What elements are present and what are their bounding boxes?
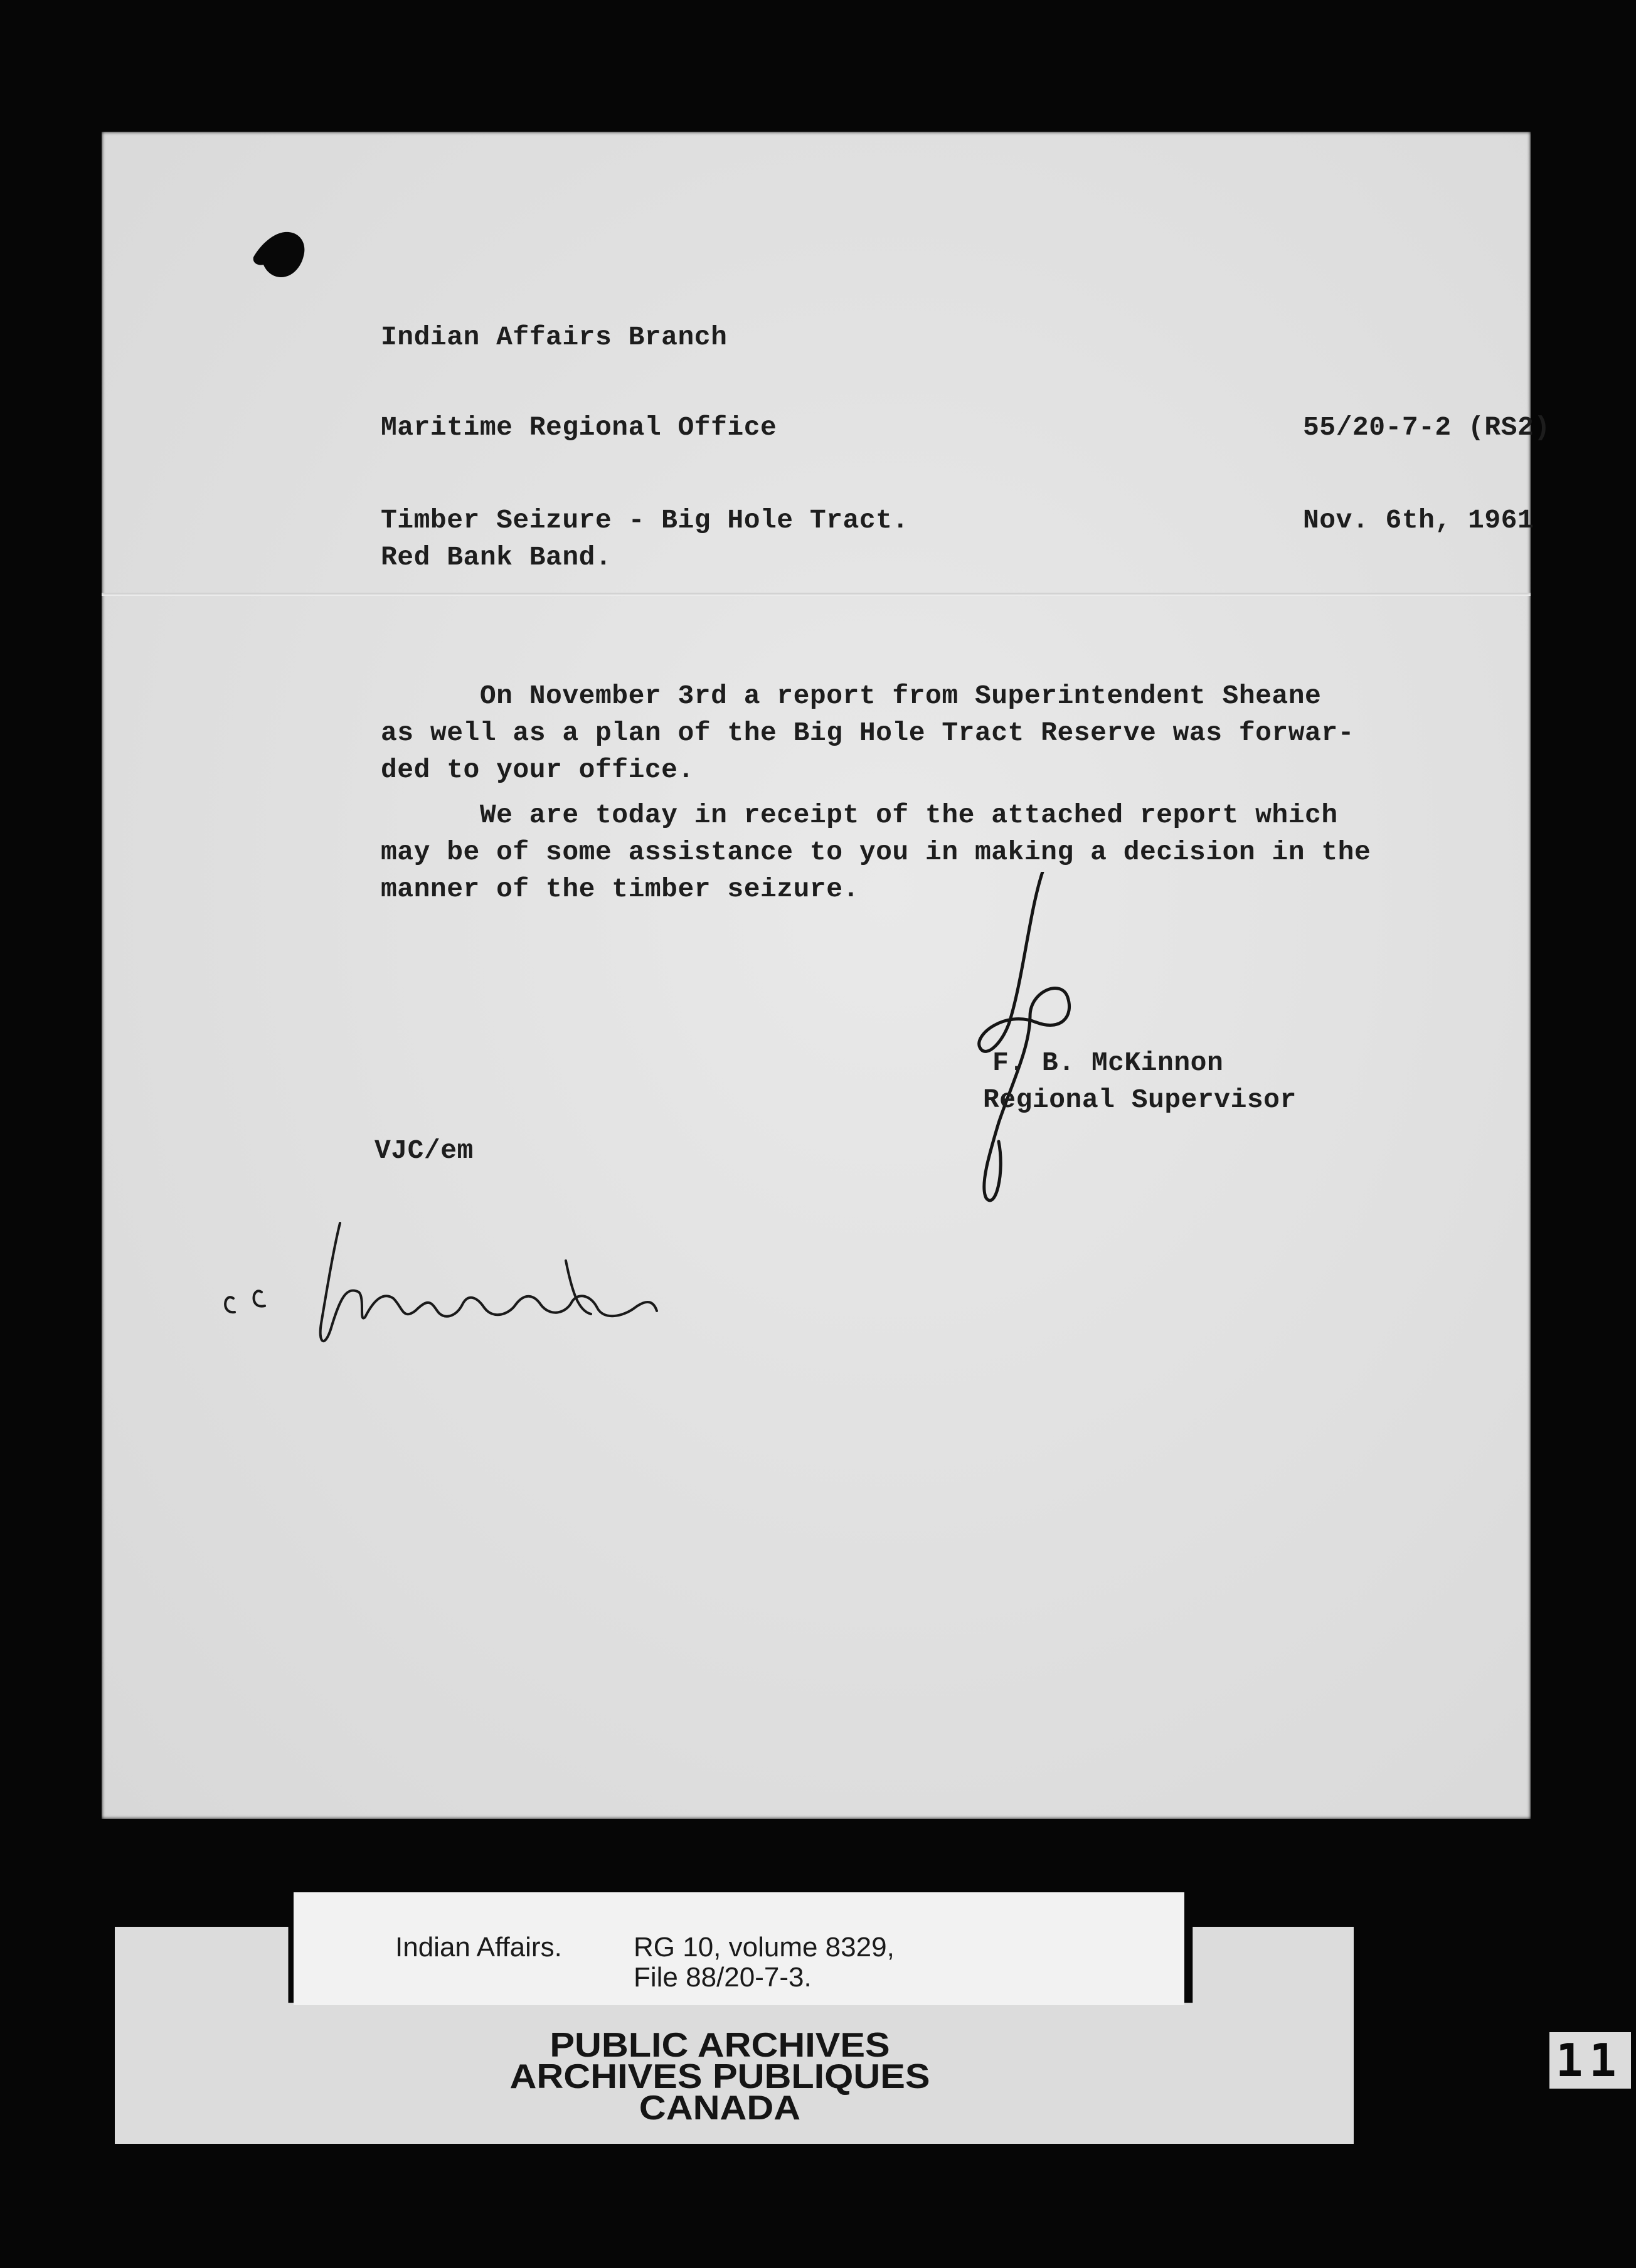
handwritten-cc-note (215, 1198, 804, 1380)
signer-name: F. B. McKinnon (992, 1047, 1224, 1078)
signer-title: Regional Supervisor (983, 1084, 1297, 1115)
paragraph-2-line-3: manner of the timber seizure. (381, 874, 859, 904)
archives-country: CANADA (639, 2088, 801, 2127)
paragraph-1-line-1: On November 3rd a report from Superintendent Sheane (381, 681, 1322, 711)
archives-french: ARCHIVES PUBLIQUES (509, 2057, 930, 2096)
typist-initials: VJC/em (374, 1135, 474, 1166)
page-fold-line (102, 593, 1531, 596)
archives-english: PUBLIC ARCHIVES (550, 2025, 890, 2064)
subject-line-2: Red Bank Band. (381, 542, 612, 573)
subject-line-1: Timber Seizure - Big Hole Tract. (381, 505, 909, 536)
paragraph-1 (381, 677, 1354, 788)
frame-number: 11 (1549, 2032, 1631, 2089)
paragraph-2-line-1: We are today in receipt of the attached report which (381, 800, 1338, 830)
paragraph-2-line-2: may be of some assistance to you in making a decision in the (381, 837, 1371, 867)
archives-stamp (417, 2025, 1023, 2127)
reference-line-1: RG 10, volume 8329, (634, 1932, 895, 1963)
ink-blot-mark (247, 227, 310, 281)
collection-name: Indian Affairs. (395, 1932, 562, 1963)
office-heading: Maritime Regional Office (381, 412, 777, 443)
paragraph-1-line-2: as well as a plan of the Big Hole Tract Reserve was forwar- (381, 718, 1354, 748)
file-reference: 55/20-7-2 (RS2) (1303, 412, 1551, 443)
memo-date: Nov. 6th, 1961 (1303, 505, 1534, 536)
reference-line-2: File 88/20-7-3. (634, 1962, 812, 1993)
paragraph-1-line-3: ded to your office. (381, 755, 694, 785)
branch-heading: Indian Affairs Branch (381, 322, 728, 352)
handwritten-note-text: c c Mcinnis (340, 1323, 344, 1324)
paragraph-2 (381, 797, 1371, 908)
document-page (102, 132, 1551, 1819)
